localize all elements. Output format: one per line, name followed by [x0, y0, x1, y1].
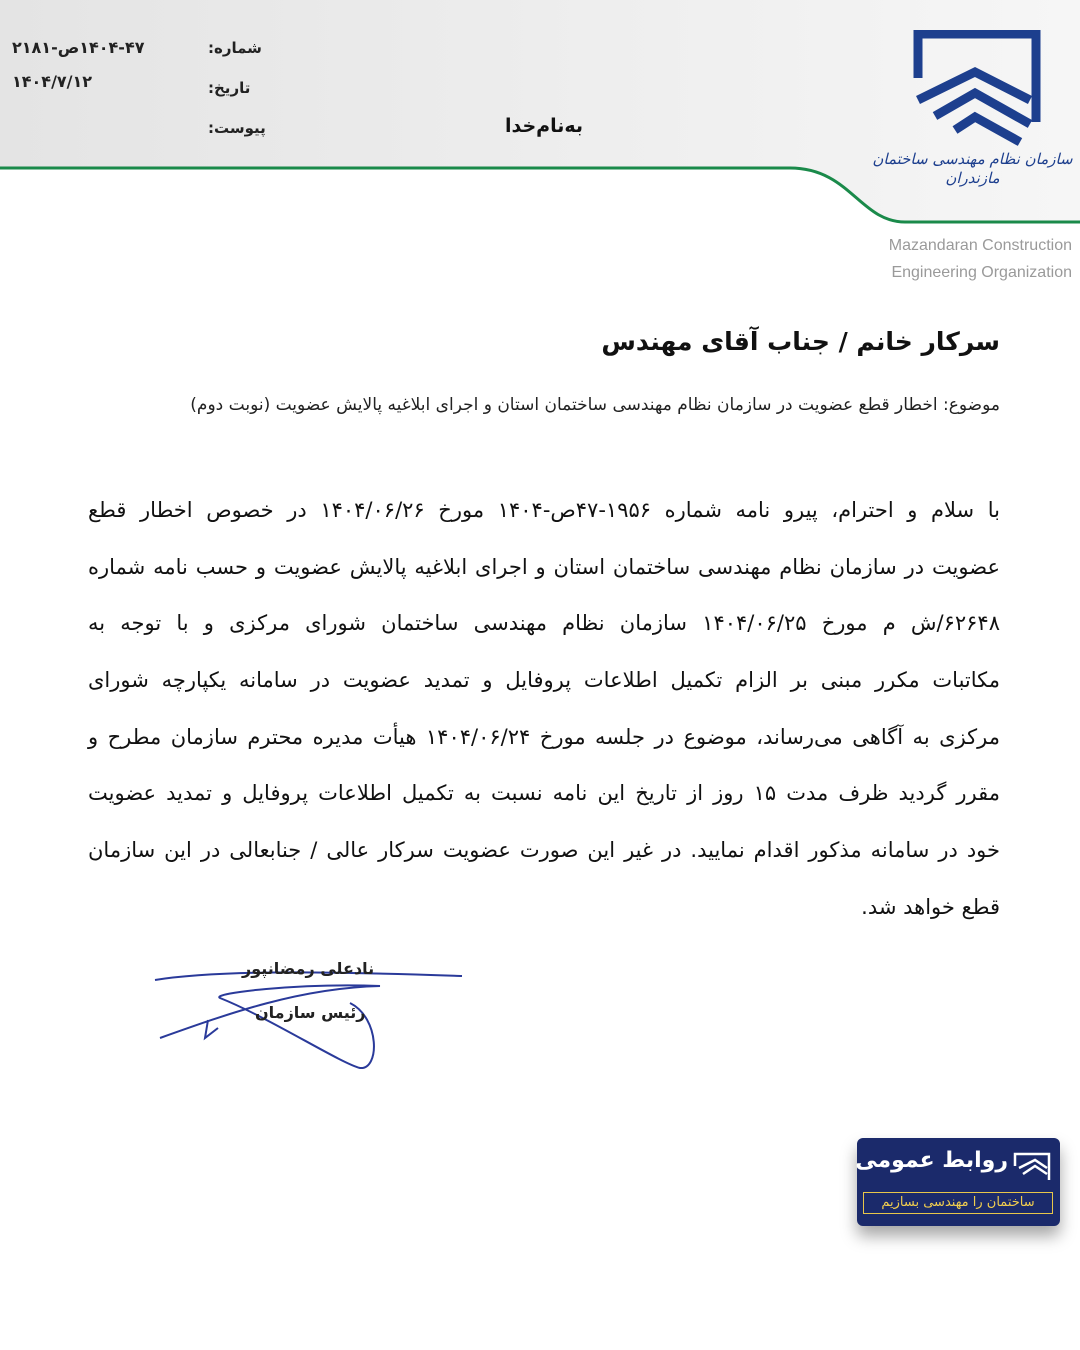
body-line: قطع خواهد شد.: [861, 894, 1000, 919]
public-relations-badge: [857, 1138, 1060, 1226]
body-line: عضویت در سازمان نظام مهندسی ساختمان استان و اجرای ابلاغیه پالایش عضویت و حسب نامه شماره: [88, 554, 1000, 579]
body-line: مرکزی به آگاهی می‌رساند، موضوع در جلسه مورخ ۱۴۰۴/۰۶/۲۴ هیأت مدیره محترم سازمان مطرح و: [88, 724, 1001, 749]
attachment-label: پیوست:: [208, 119, 266, 137]
basmala: به‌نام‌خدا: [505, 115, 584, 137]
body-line: با سلام و احترام، پیرو نامه شماره ۱۹۵۶-۴۷ص-۱۴۰۴ مورخ ۱۴۰۴/۰۶/۲۶ در خصوص اخطار قطع: [88, 498, 1000, 522]
organization-name-fa: سازمان نظام مهندسی ساختمان مازندران: [872, 150, 1073, 187]
badge-title: روابط عمومی: [855, 1148, 1008, 1173]
signatory-name: نادعلی رمضانپور: [242, 959, 375, 978]
organization-name-en-line1: Mazandaran Construction: [888, 237, 1072, 254]
badge-slogan: ساختمان را مهندسی بسازیم: [863, 1192, 1053, 1214]
signatory-title: رئیس سازمان: [255, 1003, 366, 1022]
letter-number: ۱۴۰۴-۴۷ص-۲۱۸۱: [12, 38, 145, 57]
letter-body: [88, 493, 1000, 947]
salutation: سرکار خانم / جناب آقای مهندس: [601, 327, 1000, 356]
number-label: شماره:: [208, 39, 262, 57]
organization-name-en-line2: Engineering Organization: [891, 264, 1072, 281]
letter-date: ۱۴۰۴/۷/۱۲: [12, 72, 93, 91]
organization-logo-icon: [880, 30, 1070, 150]
body-line: خود در سامانه مذکور اقدام نمایید. در غیر این صورت عضویت سرکار عالی / جنابعالی در این سازمان: [88, 838, 1000, 863]
body-line: مقرر گردید ظرف مدت ۱۵ روز از تاریخ این نامه نسبت به تکمیل اطلاعات پروفایل و تمدید عضویت: [88, 781, 1000, 806]
subject-line: موضوع: اخطار قطع عضویت در سازمان نظام مهندسی ساختمان استان و اجرای ابلاغیه پالایش عضویت (نوبت دوم): [190, 395, 1000, 415]
signature-block: [150, 958, 470, 1078]
date-label: تاریخ:: [208, 79, 251, 97]
body-line: ۶۲۶۴۸/ش م مورخ ۱۴۰۴/۰۶/۲۵ سازمان نظام مهندسی ساختمان شورای مرکزی و با توجه به: [88, 611, 1000, 636]
handshake-logo-icon: [1013, 1152, 1051, 1182]
body-line: مکاتبات مکرر مبنی بر الزام تکمیل اطلاعات پروفایل و تمدید عضویت در سامانه یکپارچه شورای: [88, 668, 1000, 693]
